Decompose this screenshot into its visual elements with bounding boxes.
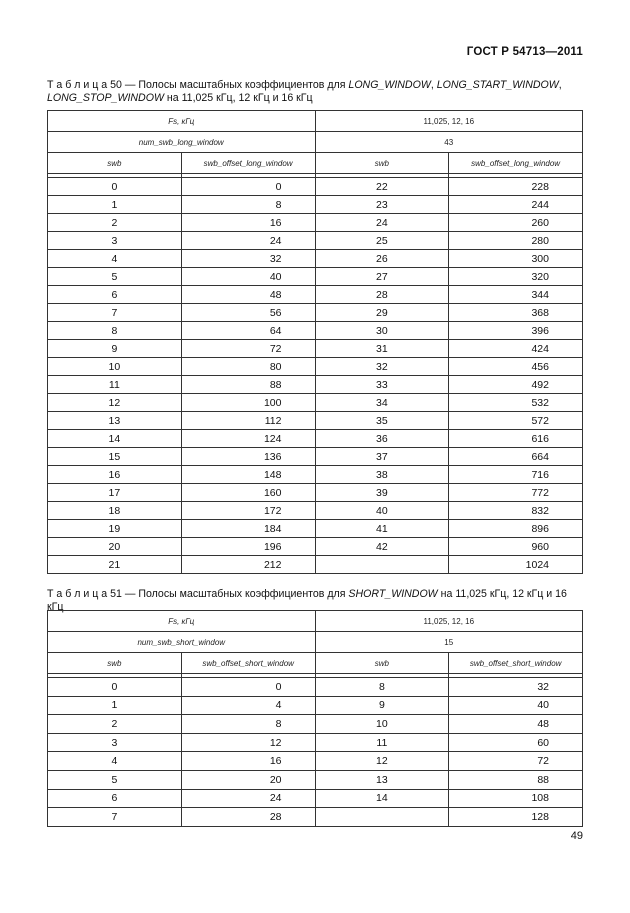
cell-swb: 40 bbox=[315, 502, 449, 520]
col-header-swb: swb bbox=[315, 653, 449, 674]
caption-separator: , bbox=[558, 79, 562, 91]
cell-swb-offset: 112 bbox=[181, 412, 315, 430]
table-row bbox=[48, 394, 583, 412]
table-row bbox=[48, 304, 583, 322]
table-row bbox=[48, 770, 583, 789]
cell-swb: 23 bbox=[315, 196, 449, 214]
cell-swb: 20 bbox=[48, 538, 182, 556]
cell-swb: 9 bbox=[48, 340, 182, 358]
cell-swb-offset: 8 bbox=[181, 196, 315, 214]
page-number: 49 bbox=[570, 830, 583, 842]
cell-swb-offset: 64 bbox=[181, 322, 315, 340]
table-50-body bbox=[48, 111, 583, 574]
cell-swb-offset: 4 bbox=[181, 696, 315, 715]
table-row bbox=[48, 268, 583, 286]
num-swb-label: num_swb_long_window bbox=[48, 132, 316, 153]
cell-swb: 37 bbox=[315, 448, 449, 466]
table-row bbox=[48, 789, 583, 808]
table-row bbox=[48, 502, 583, 520]
header-row-num-swb bbox=[48, 132, 583, 153]
table-row bbox=[48, 520, 583, 538]
cell-swb-offset: 0 bbox=[181, 678, 315, 697]
cell-swb-offset: 212 bbox=[181, 556, 315, 574]
caption-prefix: Т а б л и ц а 50 — Полосы масштабных коэффициентов для bbox=[47, 79, 349, 91]
col-header-swb: swb bbox=[315, 153, 449, 174]
cell-swb: 1 bbox=[48, 196, 182, 214]
cell-swb-offset: 616 bbox=[449, 430, 583, 448]
cell-swb: 35 bbox=[315, 412, 449, 430]
cell-swb: 27 bbox=[315, 268, 449, 286]
cell-swb-offset: 492 bbox=[449, 376, 583, 394]
cell-swb-offset: 56 bbox=[181, 304, 315, 322]
cell-swb-offset: 344 bbox=[449, 286, 583, 304]
cell-swb: 38 bbox=[315, 466, 449, 484]
cell-swb-offset: 88 bbox=[449, 770, 583, 789]
table-row bbox=[48, 484, 583, 502]
cell-swb-offset: 572 bbox=[449, 412, 583, 430]
cell-swb-offset: 48 bbox=[181, 286, 315, 304]
cell-swb-offset: 260 bbox=[449, 214, 583, 232]
caption-window-short: SHORT_WINDOW bbox=[348, 588, 438, 600]
cell-swb-offset: 72 bbox=[181, 340, 315, 358]
num-swb-value: 15 bbox=[315, 632, 583, 653]
cell-swb-offset: 424 bbox=[449, 340, 583, 358]
cell-swb-offset: 16 bbox=[181, 214, 315, 232]
table-row bbox=[48, 286, 583, 304]
cell-swb-offset: 136 bbox=[181, 448, 315, 466]
cell-swb-offset: 24 bbox=[181, 789, 315, 808]
cell-swb-offset: 16 bbox=[181, 752, 315, 771]
cell-swb-offset: 396 bbox=[449, 322, 583, 340]
cell-swb-offset: 896 bbox=[449, 520, 583, 538]
cell-swb: 8 bbox=[315, 678, 449, 697]
cell-swb: 14 bbox=[315, 789, 449, 808]
table-row bbox=[48, 178, 583, 196]
table-row bbox=[48, 232, 583, 250]
fs-value: 11,025, 12, 16 bbox=[315, 111, 583, 132]
cell-swb-offset: 664 bbox=[449, 448, 583, 466]
cell-swb: 13 bbox=[315, 770, 449, 789]
cell-swb-offset: 48 bbox=[449, 715, 583, 734]
cell-swb: 3 bbox=[48, 733, 182, 752]
caption-window-long-stop: LONG_STOP_WINDOW bbox=[47, 92, 164, 104]
cell-swb: 7 bbox=[48, 304, 182, 322]
cell-swb-offset: 532 bbox=[449, 394, 583, 412]
cell-swb: 1 bbox=[48, 696, 182, 715]
cell-swb-offset: 80 bbox=[181, 358, 315, 376]
cell-swb: 2 bbox=[48, 715, 182, 734]
cell-swb: 5 bbox=[48, 770, 182, 789]
cell-swb-offset: 148 bbox=[181, 466, 315, 484]
cell-swb bbox=[315, 556, 449, 574]
caption-separator: , bbox=[430, 79, 437, 91]
cell-swb-offset: 108 bbox=[449, 789, 583, 808]
cell-swb-offset: 456 bbox=[449, 358, 583, 376]
table-row bbox=[48, 715, 583, 734]
cell-swb-offset: 0 bbox=[181, 178, 315, 196]
cell-swb-offset: 72 bbox=[449, 752, 583, 771]
table-row bbox=[48, 448, 583, 466]
caption-window-long-start: LONG_START_WINDOW bbox=[436, 79, 559, 91]
cell-swb-offset: 100 bbox=[181, 394, 315, 412]
cell-swb-offset: 8 bbox=[181, 715, 315, 734]
cell-swb-offset: 124 bbox=[181, 430, 315, 448]
fs-label: Fs, кГц bbox=[48, 111, 316, 132]
cell-swb-offset: 32 bbox=[449, 678, 583, 697]
table-row bbox=[48, 752, 583, 771]
caption-window-long: LONG_WINDOW bbox=[348, 79, 431, 91]
cell-swb: 6 bbox=[48, 286, 182, 304]
table-row bbox=[48, 733, 583, 752]
cell-swb-offset: 196 bbox=[181, 538, 315, 556]
cell-swb: 13 bbox=[48, 412, 182, 430]
cell-swb-offset: 1024 bbox=[449, 556, 583, 574]
col-header-offset: swb_offset_short_window bbox=[449, 653, 583, 674]
fs-value: 11,025, 12, 16 bbox=[315, 611, 583, 632]
cell-swb: 16 bbox=[48, 466, 182, 484]
table-51 bbox=[47, 610, 583, 827]
table-50 bbox=[47, 110, 583, 574]
cell-swb-offset: 20 bbox=[181, 770, 315, 789]
cell-swb: 11 bbox=[315, 733, 449, 752]
cell-swb: 34 bbox=[315, 394, 449, 412]
cell-swb: 0 bbox=[48, 178, 182, 196]
cell-swb: 19 bbox=[48, 520, 182, 538]
cell-swb: 41 bbox=[315, 520, 449, 538]
cell-swb-offset: 24 bbox=[181, 232, 315, 250]
cell-swb: 8 bbox=[48, 322, 182, 340]
col-header-swb: swb bbox=[48, 653, 182, 674]
cell-swb: 15 bbox=[48, 448, 182, 466]
cell-swb-offset: 28 bbox=[181, 808, 315, 827]
cell-swb bbox=[315, 808, 449, 827]
cell-swb: 12 bbox=[48, 394, 182, 412]
table-50-caption bbox=[47, 79, 583, 105]
cell-swb-offset: 320 bbox=[449, 268, 583, 286]
header-row-columns bbox=[48, 653, 583, 674]
cell-swb: 28 bbox=[315, 286, 449, 304]
cell-swb: 10 bbox=[315, 715, 449, 734]
header-row-num-swb bbox=[48, 632, 583, 653]
cell-swb-offset: 88 bbox=[181, 376, 315, 394]
cell-swb: 22 bbox=[315, 178, 449, 196]
table-row bbox=[48, 322, 583, 340]
header-row-fs bbox=[48, 111, 583, 132]
table-row bbox=[48, 376, 583, 394]
cell-swb: 29 bbox=[315, 304, 449, 322]
table-row bbox=[48, 214, 583, 232]
cell-swb-offset: 32 bbox=[181, 250, 315, 268]
caption-prefix: Т а б л и ц а 51 — Полосы масштабных коэффициентов для bbox=[47, 588, 349, 600]
cell-swb: 14 bbox=[48, 430, 182, 448]
cell-swb-offset: 716 bbox=[449, 466, 583, 484]
cell-swb: 17 bbox=[48, 484, 182, 502]
num-swb-value: 43 bbox=[315, 132, 583, 153]
document-id: ГОСТ Р 54713—2011 bbox=[466, 46, 583, 58]
cell-swb: 12 bbox=[315, 752, 449, 771]
cell-swb: 7 bbox=[48, 808, 182, 827]
cell-swb-offset: 40 bbox=[449, 696, 583, 715]
cell-swb: 21 bbox=[48, 556, 182, 574]
cell-swb: 31 bbox=[315, 340, 449, 358]
cell-swb: 6 bbox=[48, 789, 182, 808]
table-row bbox=[48, 678, 583, 697]
table-row bbox=[48, 196, 583, 214]
num-swb-label: num_swb_short_window bbox=[48, 632, 316, 653]
col-header-offset: swb_offset_long_window bbox=[181, 153, 315, 174]
cell-swb-offset: 128 bbox=[449, 808, 583, 827]
cell-swb: 32 bbox=[315, 358, 449, 376]
header-row-fs bbox=[48, 611, 583, 632]
cell-swb: 4 bbox=[48, 752, 182, 771]
cell-swb: 25 bbox=[315, 232, 449, 250]
table-row bbox=[48, 696, 583, 715]
table-row bbox=[48, 556, 583, 574]
cell-swb-offset: 172 bbox=[181, 502, 315, 520]
cell-swb: 3 bbox=[48, 232, 182, 250]
cell-swb: 42 bbox=[315, 538, 449, 556]
table-row bbox=[48, 250, 583, 268]
cell-swb: 33 bbox=[315, 376, 449, 394]
cell-swb: 11 bbox=[48, 376, 182, 394]
fs-label: Fs, кГц bbox=[48, 611, 316, 632]
cell-swb-offset: 772 bbox=[449, 484, 583, 502]
table-row bbox=[48, 340, 583, 358]
cell-swb-offset: 40 bbox=[181, 268, 315, 286]
cell-swb-offset: 12 bbox=[181, 733, 315, 752]
cell-swb: 10 bbox=[48, 358, 182, 376]
cell-swb-offset: 300 bbox=[449, 250, 583, 268]
cell-swb: 36 bbox=[315, 430, 449, 448]
cell-swb: 4 bbox=[48, 250, 182, 268]
table-row bbox=[48, 538, 583, 556]
cell-swb: 26 bbox=[315, 250, 449, 268]
cell-swb: 39 bbox=[315, 484, 449, 502]
caption-suffix: на 11,025 кГц, 12 кГц и 16 кГц bbox=[47, 588, 567, 613]
cell-swb-offset: 160 bbox=[181, 484, 315, 502]
cell-swb: 24 bbox=[315, 214, 449, 232]
cell-swb: 9 bbox=[315, 696, 449, 715]
cell-swb-offset: 244 bbox=[449, 196, 583, 214]
cell-swb: 2 bbox=[48, 214, 182, 232]
table-row bbox=[48, 808, 583, 827]
table-row bbox=[48, 412, 583, 430]
header-row-columns bbox=[48, 153, 583, 174]
cell-swb-offset: 60 bbox=[449, 733, 583, 752]
table-row bbox=[48, 358, 583, 376]
cell-swb-offset: 832 bbox=[449, 502, 583, 520]
cell-swb: 0 bbox=[48, 678, 182, 697]
cell-swb-offset: 960 bbox=[449, 538, 583, 556]
cell-swb-offset: 228 bbox=[449, 178, 583, 196]
table-row bbox=[48, 430, 583, 448]
cell-swb-offset: 280 bbox=[449, 232, 583, 250]
cell-swb: 30 bbox=[315, 322, 449, 340]
col-header-swb: swb bbox=[48, 153, 182, 174]
cell-swb: 18 bbox=[48, 502, 182, 520]
caption-suffix: на 11,025 кГц, 12 кГц и 16 кГц bbox=[163, 92, 313, 104]
col-header-offset: swb_offset_short_window bbox=[181, 653, 315, 674]
cell-swb-offset: 184 bbox=[181, 520, 315, 538]
table-row bbox=[48, 466, 583, 484]
col-header-offset: swb_offset_long_window bbox=[449, 153, 583, 174]
cell-swb-offset: 368 bbox=[449, 304, 583, 322]
table-51-body bbox=[48, 611, 583, 827]
cell-swb: 5 bbox=[48, 268, 182, 286]
